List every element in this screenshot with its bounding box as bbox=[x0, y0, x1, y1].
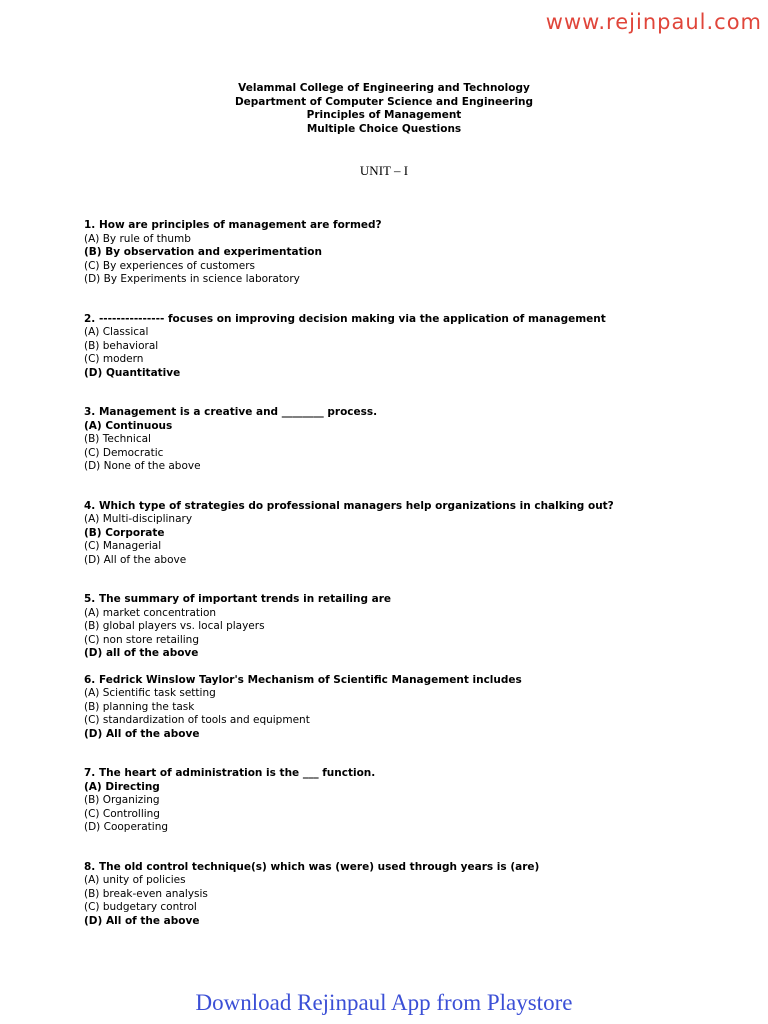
option-a: (A) Classical bbox=[84, 326, 149, 338]
option-b: (B) Organizing bbox=[84, 794, 160, 806]
question-item bbox=[84, 313, 744, 381]
option-a: (A) unity of policies bbox=[84, 874, 186, 886]
department-name: Department of Computer Science and Engineering bbox=[234, 95, 534, 108]
question-text: 6. Fedrick Winslow Taylor's Mechanism of Scientific Management includes bbox=[84, 673, 522, 686]
option-d: (D) Cooperating bbox=[84, 821, 169, 833]
option-c: (C) modern bbox=[84, 353, 144, 365]
question-text: 1. How are principles of management are formed? bbox=[84, 219, 382, 231]
unit-heading: UNIT – I bbox=[359, 163, 409, 178]
option-c: (C) By experiences of customers bbox=[84, 259, 255, 272]
question-item bbox=[84, 674, 744, 742]
option-b: (B) behavioral bbox=[84, 339, 159, 352]
question-list bbox=[84, 219, 744, 954]
option-b: (B) global players vs. local players bbox=[84, 620, 265, 632]
option-b: (B) planning the task bbox=[84, 700, 195, 713]
question-text: 7. The heart of administration is the ___ function. bbox=[84, 767, 376, 779]
subject-name: Principles of Management bbox=[306, 109, 462, 121]
option-c: (C) budgetary control bbox=[84, 901, 197, 913]
option-d: (D) None of the above bbox=[84, 460, 201, 472]
download-app-banner[interactable]: Download Rejinpaul App from Playstore bbox=[195, 990, 573, 1015]
college-name: Velammal College of Engineering and Technology bbox=[238, 82, 530, 94]
option-b: (B) Technical bbox=[84, 433, 151, 445]
question-text: 8. The old control technique(s) which was (were) used through years is (are) bbox=[84, 860, 540, 873]
website-watermark: www.rejinpaul.com bbox=[545, 10, 762, 34]
option-d-correct: (D) All of the above bbox=[84, 727, 200, 740]
option-c: (C) Controlling bbox=[84, 807, 160, 820]
option-d-correct: (D) All of the above bbox=[84, 914, 200, 927]
question-item bbox=[84, 406, 744, 474]
option-c: (C) standardization of tools and equipment bbox=[84, 714, 310, 726]
question-text: 2. --------------- focuses on improving decision making via the application of management bbox=[84, 312, 606, 325]
option-a-correct: (A) Continuous bbox=[84, 419, 173, 432]
question-item bbox=[84, 593, 744, 661]
option-d-correct: (D) all of the above bbox=[84, 647, 199, 659]
question-text: 5. The summary of important trends in retailing are bbox=[84, 593, 392, 605]
option-b-correct: (B) Corporate bbox=[84, 526, 165, 539]
option-b-correct: (B) By observation and experimentation bbox=[84, 246, 322, 258]
option-c: (C) non store retailing bbox=[84, 633, 199, 646]
option-b: (B) break-even analysis bbox=[84, 887, 208, 900]
question-item bbox=[84, 219, 744, 287]
question-item bbox=[84, 500, 744, 568]
option-d: (D) By Experiments in science laboratory bbox=[84, 273, 300, 285]
option-d-correct: (D) Quantitative bbox=[84, 366, 181, 379]
document-type: Multiple Choice Questions bbox=[306, 122, 462, 135]
option-a: (A) market concentration bbox=[84, 606, 217, 619]
question-item bbox=[84, 767, 744, 835]
question-item bbox=[84, 861, 744, 929]
option-c: (C) Managerial bbox=[84, 540, 162, 552]
option-d: (D) All of the above bbox=[84, 553, 187, 566]
document-header bbox=[0, 82, 768, 136]
option-a-correct: (A) Directing bbox=[84, 780, 160, 793]
option-a: (A) By rule of thumb bbox=[84, 232, 191, 245]
question-text: 3. Management is a creative and ________ process. bbox=[84, 406, 378, 418]
option-a: (A) Scientific task setting bbox=[84, 687, 216, 699]
question-text: 4. Which type of strategies do professional managers help organizations in chalking out? bbox=[84, 499, 614, 512]
option-c: (C) Democratic bbox=[84, 446, 164, 459]
option-a: (A) Multi-disciplinary bbox=[84, 513, 193, 525]
